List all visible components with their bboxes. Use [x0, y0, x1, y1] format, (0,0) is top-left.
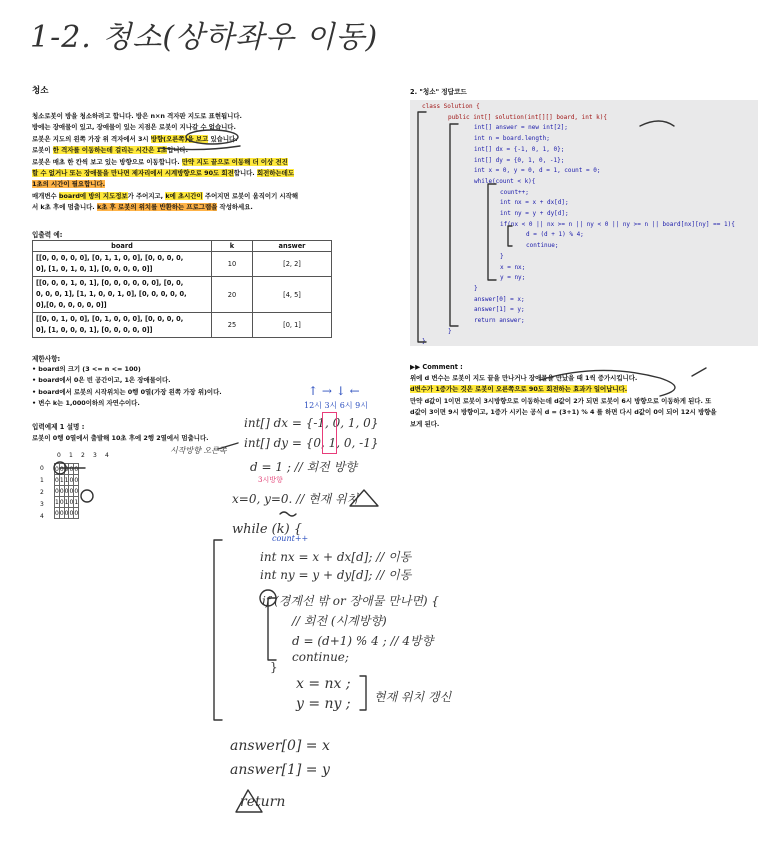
board-cell-line: [[0, 0, 1, 0, 0], [0, 1, 0, 0, 0], [0, 0, 0, 0, — [36, 315, 184, 323]
comment-line — [410, 373, 717, 384]
board-cell-line: 0, 0, 0, 1], [1, 1, 0, 0, 1, 0], [0, 0, 0, 0, 0, — [36, 290, 187, 298]
grid-cell: 1 — [64, 476, 69, 484]
constraint-item: • board의 크기 (3 <= n <= 100) — [32, 365, 141, 373]
grid-cell: 0 — [64, 509, 69, 517]
k-cell: 20 — [212, 277, 253, 313]
code-line: return answer; — [474, 317, 525, 325]
code-line: } — [448, 327, 452, 335]
board-cell — [33, 277, 212, 313]
io-heading: 입출력 예: — [32, 231, 63, 239]
col-header-answer: answer — [253, 241, 332, 252]
grid-cell: 0 — [69, 509, 74, 517]
grid-cell: 0 — [59, 498, 64, 506]
problem-segment: board에 방의 지도정보 — [58, 191, 128, 200]
comment-line — [410, 396, 717, 407]
problem-segment: 만약 지도 끝으로 이동해 더 이상 전진 — [181, 157, 288, 166]
update-note-handwriting: 현재 위치 갱신 — [374, 690, 452, 704]
grid-col-label: 2 — [81, 452, 85, 459]
code-line: public int[] solution(int[][] board, int k){ — [448, 113, 607, 121]
code-line: count++; — [500, 188, 529, 196]
grid-row-label: 4 — [40, 513, 44, 520]
example-explain-text: 로봇이 0행 0열에서 출발해 10초 후에 2행 2열에서 멈춥니다. — [32, 434, 209, 442]
page-title: 1-2. 청소(상하좌우 이동) — [30, 20, 379, 55]
problem-segment: 합니다. — [233, 169, 257, 178]
table-row — [33, 252, 332, 277]
code-line: } — [474, 284, 478, 292]
xy-handwriting: x=0, y=0. // 현재 위치 — [232, 492, 359, 506]
problem-segment: k초 후 로봇의 위치를 반환하는 프로그램을 — [96, 203, 218, 212]
rotate-comment-handwriting: // 회전 (시계방향) — [292, 614, 387, 628]
board-cell-line: 0],[0, 0, 0, 0, 0, 0]] — [36, 301, 107, 309]
grid-row — [55, 497, 79, 508]
end-cell-circle — [81, 490, 93, 502]
constraints-heading: 제한사항: — [32, 355, 61, 363]
constraints-list — [32, 364, 222, 410]
grid-cell: 0 — [69, 476, 74, 484]
grid-row — [55, 464, 79, 475]
grid-cell: 0 — [59, 509, 64, 517]
grid-row — [55, 486, 79, 497]
direction-arrows: ↑ → ↓ ← — [308, 384, 360, 398]
code-line: int x = 0, y = 0, d = 1, count = 0; — [474, 167, 601, 175]
problem-segment: k에 초시간이 — [165, 191, 203, 200]
code-line: while(count < k){ — [474, 177, 536, 185]
if-handwriting: if (경계선 밖 or 장애물 만나면) { — [262, 594, 440, 608]
problem-line — [32, 168, 377, 179]
code-line: } — [422, 338, 426, 346]
grid-cell: 0 — [55, 509, 59, 517]
return-handwriting: return — [240, 794, 286, 810]
constraint-item: • board에서 로봇의 시작위치는 0행 0열(가장 왼쪽 가장 위)이다. — [32, 387, 222, 396]
board-cell-line: 0], [1, 0, 1, 0, 1], [0, 0, 0, 0, 0]] — [36, 265, 153, 273]
dy-handwriting: int[] dy = {0, 1, 0, -1} — [244, 436, 379, 450]
col-header-board: board — [33, 241, 212, 252]
grid-col-label: 1 — [69, 452, 73, 459]
table-row — [33, 277, 332, 313]
code-heading: 2. "청소" 정답코드 — [410, 88, 467, 96]
problem-line — [32, 202, 377, 213]
grid-cell: 0 — [59, 465, 64, 473]
answer-cell: [4, 5] — [253, 277, 332, 313]
grid-cell: 0 — [55, 487, 59, 495]
comment-segment: 만약 d값이 1이면 로봇이 3시방향으로 이동하는데 d값이 2가 되면 로봇이 6시 방향으로 이동하게 된다. 또 — [410, 396, 712, 405]
problem-segment: 로봇은 지도의 왼쪽 가장 위 격자에서 3시 — [32, 134, 151, 143]
answer-cell: [2, 2] — [253, 252, 332, 277]
grid-cell: 1 — [55, 498, 59, 506]
count-note-handwriting: count++ — [272, 534, 309, 543]
code-line: int[] dy = {0, 1, 0, -1}; — [474, 156, 565, 164]
answer1-handwriting: answer[1] = y — [230, 762, 330, 778]
constraint-item: • board에서 0은 빈 공간이고, 1은 장애물이다. — [32, 376, 171, 385]
comment-segment: d값이 3이면 9시 방향이고, 1증가 시키는 공식 d = (3+1) % 4 를 하면 다시 d값이 0이 되어 12시 방향을 — [410, 408, 717, 417]
grid-row — [55, 508, 79, 519]
pink-highlight-box — [322, 412, 337, 454]
grid-row-label: 2 — [40, 489, 44, 496]
direction-labels: 12시 3시 6시 9시 — [304, 401, 368, 410]
problem-segment: 서 k초 후에 멈춥니다. — [32, 203, 97, 212]
code-line: } — [500, 252, 504, 260]
problem-line — [32, 157, 377, 168]
problem-line — [32, 111, 377, 122]
problem-heading: 청소 — [32, 86, 49, 96]
grid-cell: 0 — [64, 465, 69, 473]
problem-segment: 로봇이 — [32, 146, 53, 155]
code-line: int[] dx = {-1, 0, 1, 0}; — [474, 145, 565, 153]
problem-segment: 있습니다. — [208, 134, 238, 143]
grid-row-label: 3 — [40, 501, 44, 508]
problem-segment: 작성하세요. — [217, 203, 253, 212]
problem-line — [32, 122, 377, 133]
board-cell-line: [[0, 0, 0, 0, 0], [0, 1, 1, 0, 0], [0, 0, 0, 0, — [36, 254, 184, 262]
grid-cell: 0 — [59, 487, 64, 495]
problem-line — [32, 134, 377, 145]
code-line: int[] answer = new int[2]; — [474, 124, 568, 132]
d-formula-handwriting: d = (d+1) % 4 ; // 4방향 — [292, 634, 434, 648]
ny-handwriting: int ny = y + dy[d]; // 이동 — [260, 568, 412, 582]
dx-handwriting: int[] dx = {-1, 0, 1, 0} — [244, 416, 379, 430]
code-block — [410, 100, 758, 346]
squiggle-mark — [280, 512, 296, 516]
k-cell: 10 — [212, 252, 253, 277]
code-line: d = (d + 1) % 4; — [526, 231, 584, 239]
d-note-handwriting: 3시방향 — [258, 476, 283, 484]
code-line: x = nx; — [500, 263, 526, 271]
problem-segment: 한 격자를 이동하는데 걸리는 시간은 1초 — [52, 146, 168, 155]
grid-row-label: 0 — [40, 465, 44, 472]
board-cell-line: [[0, 0, 0, 1, 0, 1], [0, 0, 0, 0, 0, 0], [0, 0, — [36, 279, 184, 287]
k-cell: 25 — [212, 313, 253, 338]
problem-segment: 할 수 없거나 또는 장애물을 만나면 제자리에서 — [32, 169, 165, 178]
problem-segment: 청소로봇이 방을 청소하려고 합니다. 방은 n×n 격자판 지도로 표현됩니다. — [32, 112, 242, 120]
problem-segment: 시계방향으로 90도 회전 — [164, 169, 234, 178]
code-line: int ny = y + dy[d]; — [500, 210, 569, 218]
code-line: answer[0] = x; — [474, 295, 525, 303]
grid-cell: 1 — [64, 498, 69, 506]
problem-segment: 회전하는데도 — [256, 169, 295, 178]
comment-segment: 보게 된다. — [410, 419, 440, 428]
problem-line — [32, 145, 377, 156]
grid-cell: 0 — [74, 476, 79, 484]
code-line: continue; — [526, 242, 559, 250]
problem-segment: 가 주어지고, — [127, 191, 166, 200]
while-handwriting: while (k) { — [232, 522, 303, 537]
problem-segment: 방에는 장애물이 있고, 장애물이 있는 지점은 로봇이 지나갈 수 없습니다. — [32, 123, 236, 132]
comment-segment: d변수가 1증가는 것은 로봇이 오른쪽으로 90도 회전하는 효과가 일어납니다. — [410, 385, 628, 394]
grid-cell: 0 — [69, 465, 74, 473]
comment-heading: ▶▶ Comment : — [410, 363, 463, 371]
d-handwriting: d = 1 ; // 회전 방향 — [250, 460, 357, 474]
problem-line — [32, 179, 377, 190]
code-line: int n = board.length; — [474, 135, 550, 143]
board-cell — [33, 313, 212, 338]
grid-cell: 1 — [74, 498, 79, 506]
problem-description — [32, 111, 377, 214]
comment-line — [410, 407, 717, 418]
code-line: class Solution { — [422, 103, 480, 110]
grid-cell: 0 — [55, 476, 59, 484]
grid-col-label: 0 — [57, 452, 61, 459]
comment-line — [410, 419, 717, 430]
nx-handwriting: int nx = x + dx[d]; // 이동 — [260, 550, 412, 564]
robot-direction-note: 시작방향 오른쪽 — [170, 446, 227, 455]
code-line: y = ny; — [500, 274, 526, 282]
grid-cell: 0 — [55, 465, 59, 473]
grid-col-label: 3 — [93, 452, 97, 459]
code-line: answer[1] = y; — [474, 306, 525, 314]
problem-segment: 주어지면 로봇이 움직이기 시작해 — [202, 191, 299, 200]
code-line: int nx = x + dx[d]; — [500, 199, 569, 207]
grid-cell: 0 — [74, 509, 79, 517]
table-row — [33, 313, 332, 338]
grid-cell: 0 — [69, 498, 74, 506]
grid-cell: 1 — [59, 476, 64, 484]
x-assign-handwriting: x = nx ; — [296, 676, 351, 692]
answer0-handwriting: answer[0] = x — [230, 738, 330, 754]
y-assign-handwriting: y = ny ; — [296, 696, 351, 712]
problem-segment: 1초의 시간이 필요합니다. — [32, 180, 106, 189]
grid-col-label: 4 — [105, 452, 109, 459]
grid-cell: 0 — [74, 465, 79, 473]
problem-line — [32, 191, 377, 202]
continue-handwriting: continue; — [292, 650, 349, 664]
example-explain-heading: 입력예제 1 설명 : — [32, 423, 85, 431]
comment-line — [410, 384, 717, 395]
grid-row — [55, 475, 79, 486]
grid-cell: 0 — [69, 487, 74, 495]
grid-cell: 0 — [64, 487, 69, 495]
problem-segment: 매개변수 — [32, 191, 59, 200]
col-header-k: k — [212, 241, 253, 252]
io-example-table — [32, 240, 332, 338]
comment-text — [410, 373, 717, 430]
problem-segment: 로봇은 매초 한 칸씩 보고 있는 방향으로 이동합니다. — [32, 157, 182, 166]
constraint-item: • 변수 k는 1,000이하의 자연수이다. — [32, 399, 140, 408]
while-bracket — [214, 540, 222, 720]
close-brace-handwriting: } — [270, 660, 278, 674]
grid-cell: 0 — [74, 487, 79, 495]
board-cell — [33, 252, 212, 277]
code-line: if(nx < 0 || nx >= n || ny < 0 || ny >= n || board[nx][ny] == 1){ — [500, 220, 735, 228]
comment-segment: 위에 d 변수는 로봇이 지도 끝을 만나거나 장애물을 만났을 때 1씩 증가시킵니다. — [410, 374, 638, 382]
problem-segment: 입니다. — [167, 146, 189, 155]
board-cell-line: 0], [1, 0, 0, 0, 1], [0, 0, 0, 0, 0]] — [36, 326, 153, 334]
answer-cell: [0, 1] — [253, 313, 332, 338]
problem-segment: 방향(오른쪽)을 보고 — [150, 134, 209, 143]
grid-row-label: 1 — [40, 477, 44, 484]
update-bracket — [360, 676, 366, 710]
